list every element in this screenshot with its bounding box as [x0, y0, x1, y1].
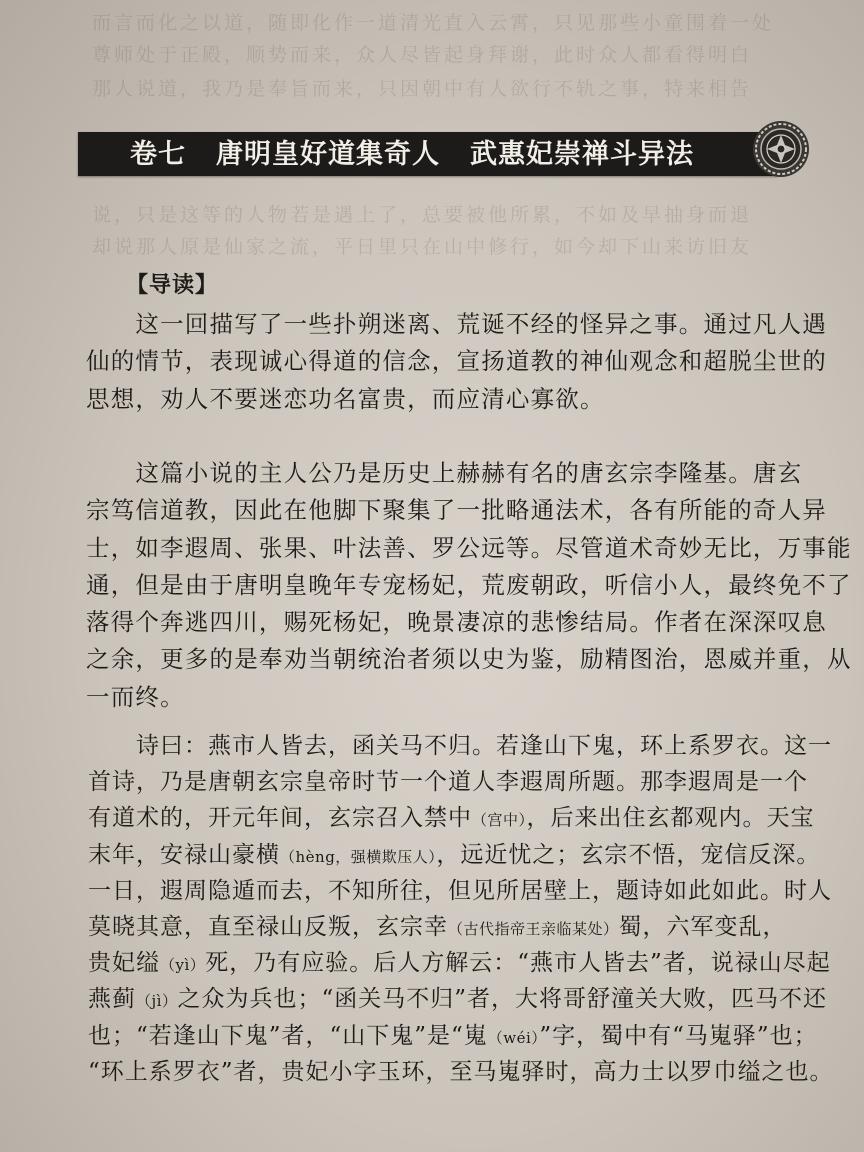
text-segment: 一日，遐周隐遁而去，不知所往，但见所居壁上，题诗如此如此。时人: [88, 877, 832, 904]
text-line: [88, 1054, 834, 1090]
text-line: 这篇小说的主人公乃是历史上赫赫有名的唐玄宗李隆基。唐玄: [86, 459, 803, 487]
text-line: 通，但是由于唐明皇晚年专宠杨妃，荒废朝政，听信小人，最终免不了: [86, 570, 852, 599]
text-line: [88, 909, 834, 945]
text-line: 宗笃信道教，因此在他脚下聚集了一批略通法术，各有所能的奇人异: [86, 496, 827, 525]
text-segment: 蜀，六军变乱，: [618, 913, 787, 940]
annotation-note: （宫中）: [472, 811, 527, 830]
text-line: 思想，劝人不要迷恋功名富贵，而应清心寡欲。: [86, 384, 605, 413]
text-line: [88, 728, 834, 764]
text-segment: 死，乃有应验。后人方解云：“燕市人皆去”者，说禄山尽起: [205, 950, 831, 977]
chapter-volume: 卷七: [130, 139, 186, 170]
text-segment: ，远近忧之；玄宗不悟，宠信反深。: [436, 841, 821, 868]
text-line: 仙的情节，表现诚心得道的信念，宣扬道教的神仙观念和超脱尘世的: [86, 347, 827, 376]
text-line: 之余，更多的是奉劝当朝统治者须以史为鉴，励精图治，恩威并重，从: [86, 645, 852, 674]
annotation-note: （古代指帝王亲临某处）: [448, 919, 619, 938]
text-line: [88, 981, 834, 1017]
text-line: [88, 764, 834, 800]
annotation-note: （jì）: [136, 992, 178, 1011]
medallion-ornament-icon: [752, 120, 810, 178]
text-segment: 之众为兵也；“函关马不归”者，大将哥舒潼关大败，匹马不还: [177, 986, 827, 1013]
bleed-through-text: 那人说道，我乃是奉旨而来，只因朝中有人欲行不轨之事，特来相告: [92, 78, 753, 100]
text-line: 士，如李遐周、张果、叶法善、罗公远等。尽管道术奇妙无比，万事能: [86, 533, 852, 562]
text-segment: 末年，安禄山豪横: [88, 841, 280, 868]
text-line: [88, 873, 834, 909]
chapter-title-part1: 唐明皇好道集奇人: [216, 139, 440, 170]
section-label: 【导读】: [126, 272, 219, 298]
chapter-title: [130, 133, 694, 177]
text-line: [88, 837, 834, 873]
text-segment: 也；“若逢山下鬼”者，“山下鬼”是“嵬: [88, 1022, 488, 1049]
intro-paragraph-1: [86, 306, 827, 418]
bleed-through-text: 说，只是这等的人物若是遇上了，总要被他所累，不如及早抽身而退: [92, 204, 753, 226]
text-line: 落得个奔逃四川，赐死杨妃，晚景凄凉的悲惨结局。作者在深深叹息: [86, 608, 827, 637]
story-body: [88, 728, 834, 1090]
bleed-through-text: 尊师处于正殿，顺势而来，众人尽皆起身拜谢，此时众人都看得明白: [92, 44, 753, 66]
chapter-title-part2: 武惠妃崇禅斗异法: [470, 139, 694, 170]
bleed-through-text: 而言而化之以道，随即化作一道清光直入云霄，只见那些小童围着一处: [92, 12, 775, 34]
text-line: [88, 945, 834, 981]
text-segment: ”字，蜀中有“马嵬驿”也；: [539, 1022, 818, 1049]
intro-paragraph-2: [86, 455, 852, 716]
text-segment: “环上系罗衣”者，贵妃小字玉环，至马嵬驿时，高力士以罗巾缢之也。: [88, 1058, 834, 1085]
annotation-note: （hèng，强横欺压人）: [280, 847, 437, 866]
text-line: 这一回描写了一些扑朔迷离、荒诞不经的怪异之事。通过凡人遇: [86, 310, 827, 338]
annotation-note: （yì）: [160, 956, 206, 975]
text-segment: 莫晓其意，直至禄山反叛，玄宗幸: [88, 913, 448, 940]
text-line: 一而终。: [86, 682, 185, 711]
text-segment: 贵妃缢: [88, 950, 160, 977]
text-segment: 有道术的，开元年间，玄宗召入禁中: [88, 805, 472, 832]
annotation-note: （wéi）: [487, 1028, 540, 1047]
text-line: [88, 800, 834, 836]
text-segment: 首诗，乃是唐朝玄宗皇帝时节一个道人李遐周所题。那李遐周是一个: [88, 769, 808, 796]
bleed-through-text: 却说那人原是仙家之流，平日里只在山中修行，如今却下山来访旧友: [92, 236, 753, 258]
text-line: [88, 1018, 834, 1054]
text-segment: 燕蓟: [88, 986, 136, 1013]
text-segment: ，后来出住玄都观内。天宝: [526, 805, 815, 832]
text-segment: 诗曰：燕市人皆去，函关马不归。若逢山下鬼，环上系罗衣。这一: [88, 733, 832, 759]
